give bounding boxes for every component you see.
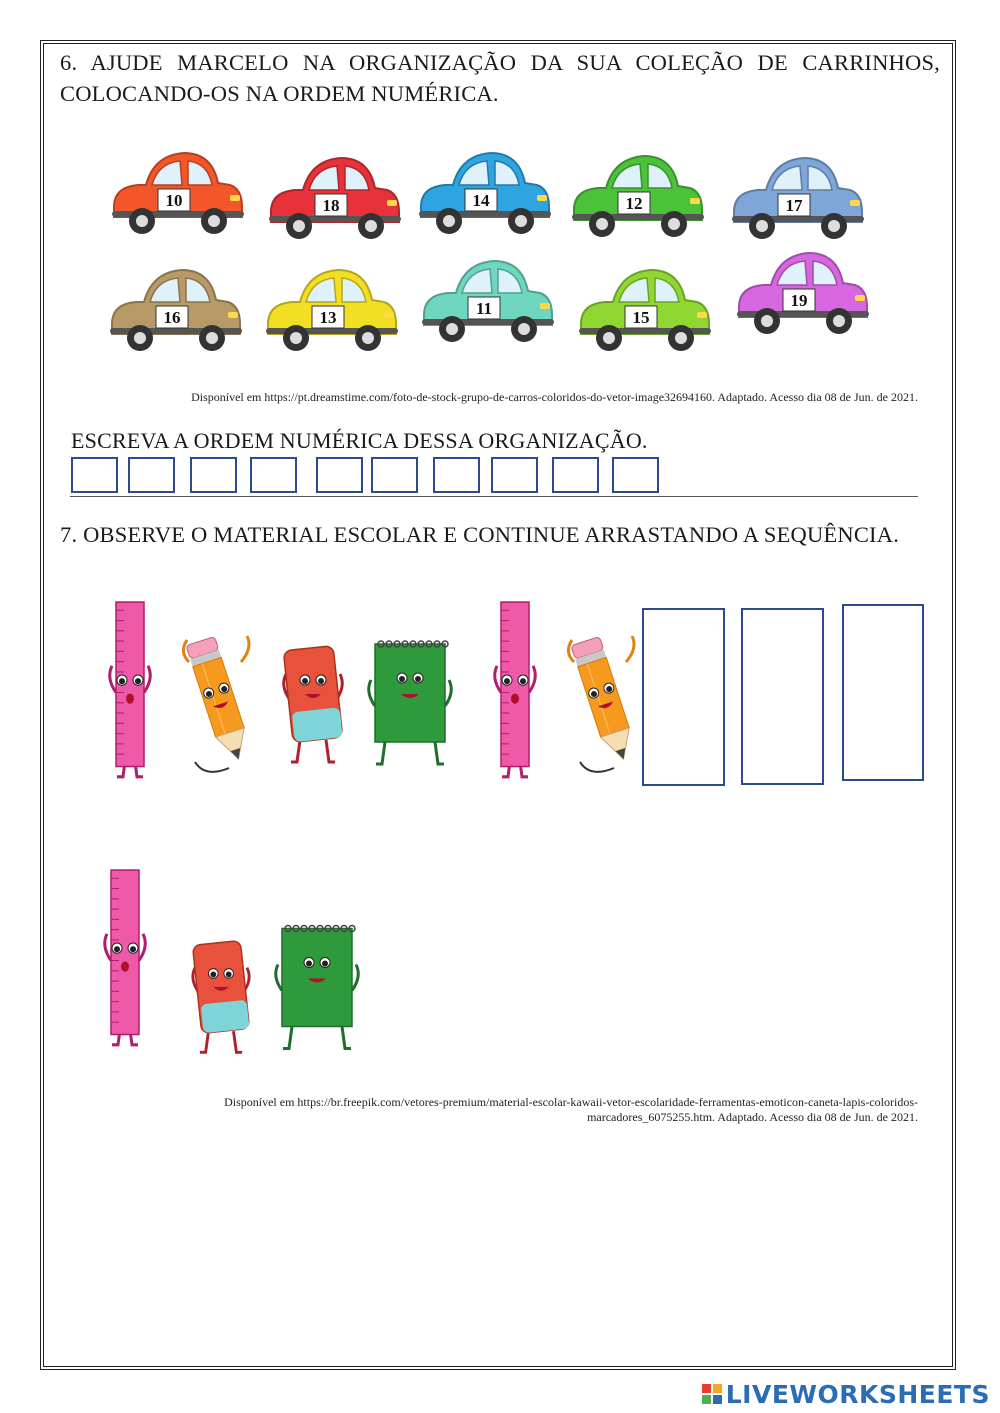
car-image-credit: Disponível em https://pt.dreamstime.com/foto-de-stock-grupo-de-carros-coloridos-do-vetor-image32694160. Adaptado. Acesso dia 08 de Jun. de 2021. (191, 390, 918, 404)
drop-zone-1[interactable] (642, 608, 725, 786)
supplies-image-credit (60, 1095, 918, 1125)
car-number: 13 (319, 308, 337, 327)
car-18 (265, 150, 405, 255)
drop-zone-3[interactable] (842, 604, 924, 781)
brand-name: LIVEWORKSHEETS (725, 1379, 990, 1409)
question-6-text: 6. AJUDE MARCELO NA ORGANIZAÇÃO DA SUA COLEÇÃO DE CARRINHOS, COLOCANDO-OS NA ORDEM NUMÉRICA. (60, 50, 940, 106)
car-19 (733, 245, 873, 350)
liveworksheets-logo (702, 1379, 990, 1409)
car-number: 15 (632, 308, 650, 327)
car-16 (106, 262, 246, 367)
car-number: 12 (625, 194, 643, 213)
car-number: 17 (785, 196, 803, 215)
sequence-ruler-5-icon (485, 600, 545, 790)
supplies-credit-line-2: marcadores_6075255.htm. Adaptado. Acesso dia 08 de Jun. de 2021. (587, 1110, 918, 1124)
car-10 (108, 145, 248, 250)
car-number: 19 (790, 291, 808, 310)
question-6-instruction: ESCREVA A ORDEM NUMÉRICA DESSA ORGANIZAÇÃO. (71, 428, 648, 453)
drop-zone-2[interactable] (741, 608, 824, 785)
logo-mark-icon (702, 1384, 722, 1404)
car-number: 10 (165, 191, 183, 210)
sequence-eraser-3-icon (278, 640, 348, 775)
car-13 (262, 262, 402, 367)
sequence-ruler-1-icon (100, 600, 160, 790)
sequence-notebook-4-icon (355, 636, 465, 776)
car-number: 16 (163, 308, 181, 327)
car-number: 18 (322, 196, 340, 215)
car-11 (418, 253, 558, 358)
answer-box-2[interactable] (128, 457, 175, 493)
draggable-ruler-icon[interactable] (95, 868, 155, 1058)
answer-underline (70, 496, 918, 497)
draggable-notebook-icon[interactable] (262, 918, 372, 1063)
answer-box-1[interactable] (71, 457, 118, 493)
answer-box-6[interactable] (371, 457, 418, 493)
question-7-text: 7. OBSERVE O MATERIAL ESCOLAR E CONTINUE ARRASTANDO A SEQUÊNCIA. (60, 522, 900, 547)
answer-box-4[interactable] (250, 457, 297, 493)
answer-box-8[interactable] (491, 457, 538, 493)
car-14 (415, 145, 555, 250)
answer-box-9[interactable] (552, 457, 599, 493)
draggable-eraser-icon[interactable] (186, 935, 256, 1065)
answer-box-3[interactable] (190, 457, 237, 493)
sequence-pencil-6-icon (560, 632, 650, 787)
answer-box-7[interactable] (433, 457, 480, 493)
answer-box-5[interactable] (316, 457, 363, 493)
answer-box-10[interactable] (612, 457, 659, 493)
supplies-credit-line-1: Disponível em https://br.freepik.com/vetores-premium/material-escolar-kawaii-vetor-escolaridade-ferramentas-emoticon-caneta-lapis-coloridos- (224, 1095, 918, 1109)
car-12 (568, 148, 708, 253)
car-number: 14 (472, 191, 490, 210)
car-17 (728, 150, 868, 255)
car-15 (575, 262, 715, 367)
sequence-pencil-2-icon (175, 632, 265, 787)
car-number: 11 (475, 299, 493, 318)
